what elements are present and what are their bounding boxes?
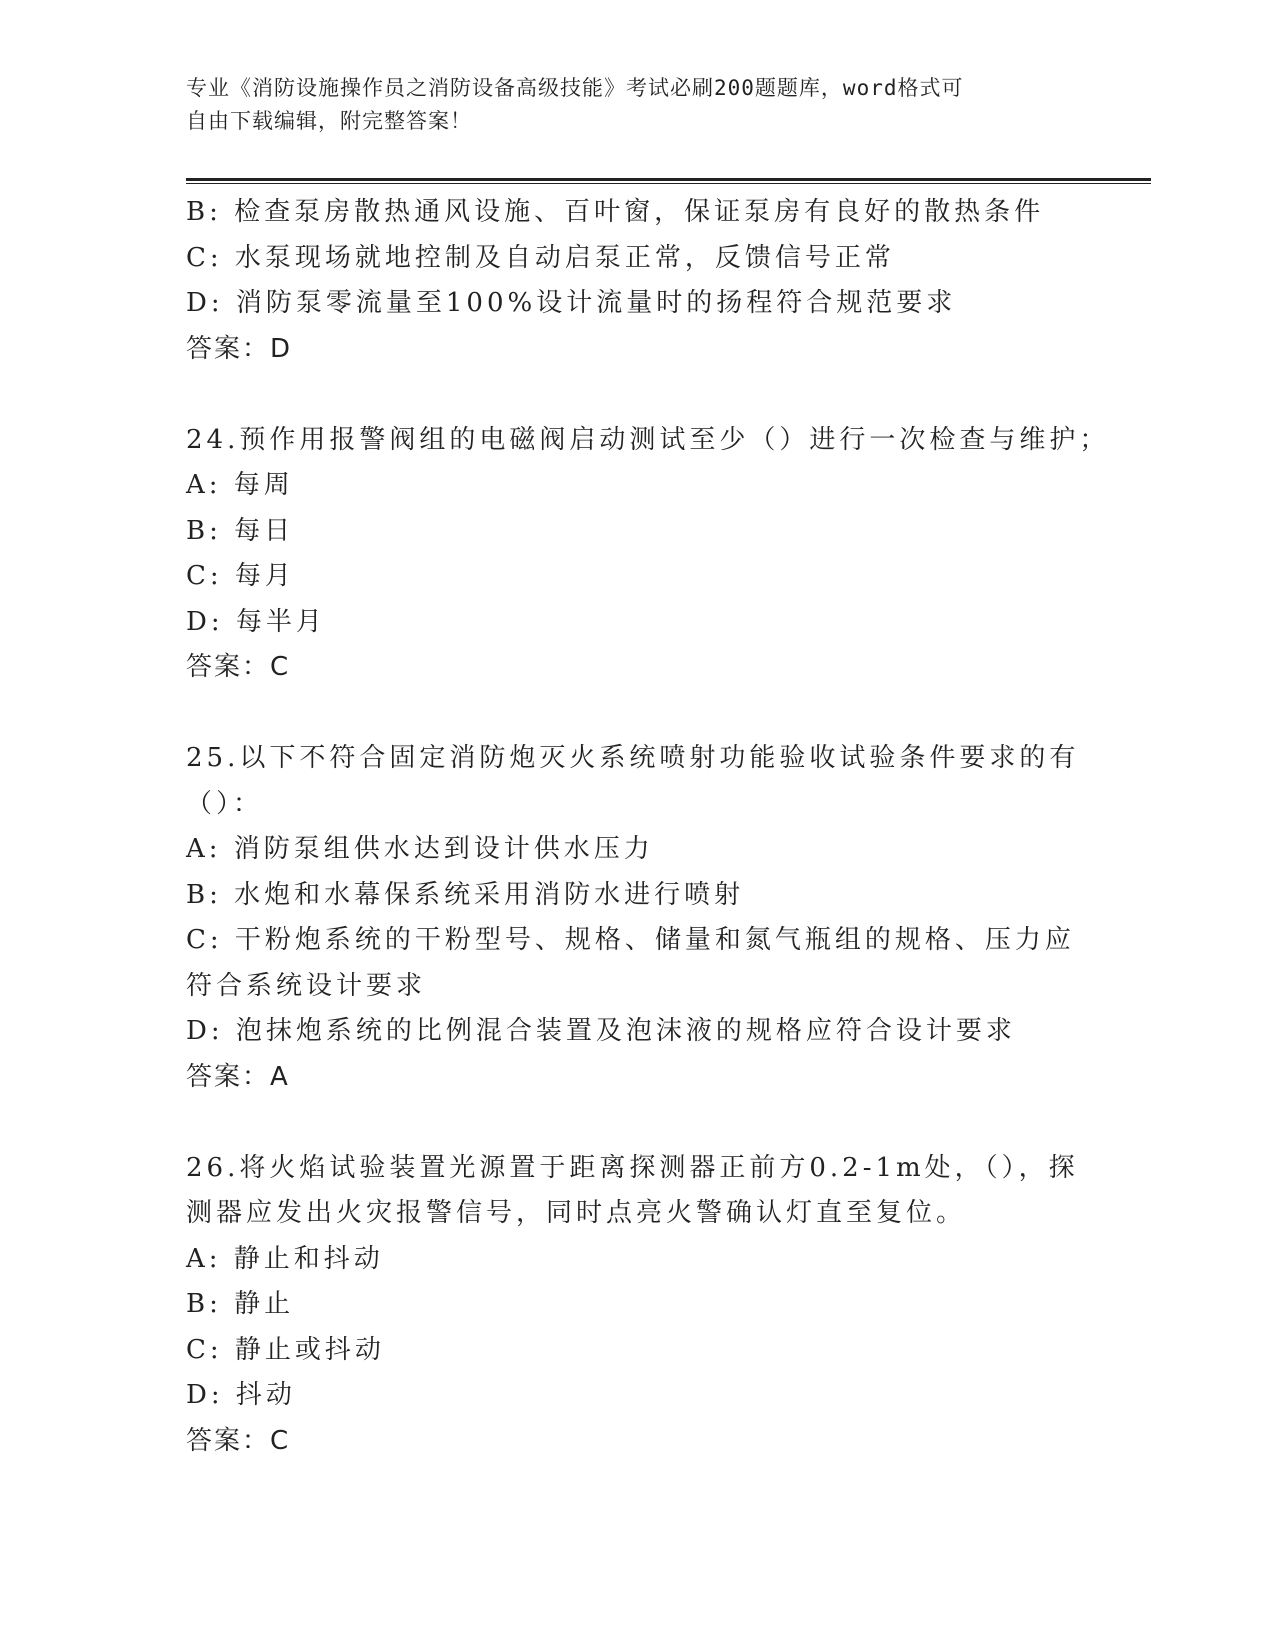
option-a: A: 每周 [186,470,294,500]
header-divider-thick [186,178,1151,181]
option-a: A: 消防泵组供水达到设计供水压力 [186,834,654,864]
answer-line: 答案：D [186,333,293,364]
header-divider-thin [186,183,1151,184]
option-d: D: 消防泵零流量至100%设计流量时的扬程符合规范要求 [186,288,957,318]
document-header [186,72,1086,138]
question-24 [186,418,1110,691]
header-line-2: 自由下载编辑，附完整答案！ [186,109,472,133]
option-c: C: 静止或抖动 [186,1334,385,1365]
option-d: D: 每半月 [186,606,326,637]
option-c: C: 每月 [186,561,295,591]
question-list [186,190,1110,1464]
question-stem: 24.预作用报警阀组的电磁阀启动测试至少（）进行一次检查与维护； [186,424,1110,455]
question-25 [186,736,1086,1100]
spacer [186,372,1086,418]
option-b: B: 水炮和水幕保系统采用消防水进行喷射 [186,879,745,910]
answer-line: 答案：C [186,1425,291,1456]
answer-line: 答案：C [186,652,291,682]
question-26 [186,1146,1086,1465]
answer-line: 答案：A [186,1061,290,1092]
spacer [186,1100,1086,1146]
option-d: D: 抖动 [186,1380,296,1410]
option-d: D: 泡抹炮系统的比例混合装置及泡沫液的规格应符合设计要求 [186,1016,1016,1046]
option-b: B: 每日 [186,515,295,546]
spacer [186,691,1086,737]
header-line-1: 专业《消防设施操作员之消防设备高级技能》考试必刷200题题库，word格式可 [186,76,964,100]
option-a: A: 静止和抖动 [186,1243,384,1274]
option-c: C: 水泵现场就地控制及自动启泵正常，反馈信号正常 [186,242,895,273]
option-c: C: 干粉炮系统的干粉型号、规格、储量和氮气瓶组的规格、压力应符合系统设计要求 [186,925,1075,1001]
question-stem: 25.以下不符合固定消防炮灭火系统喷射功能验收试验条件要求的有（）： [186,743,1080,819]
previous-question-tail [186,190,1086,372]
option-b: B: 静止 [186,1289,295,1319]
question-stem: 26.将火焰试验装置光源置于距离探测器正前方0.2-1m处，（），探测器应发出火灾报警信号，同时点亮火警确认灯直至复位。 [186,1152,1079,1228]
option-b: B: 检查泵房散热通风设施、百叶窗，保证泵房有良好的散热条件 [186,197,1045,227]
